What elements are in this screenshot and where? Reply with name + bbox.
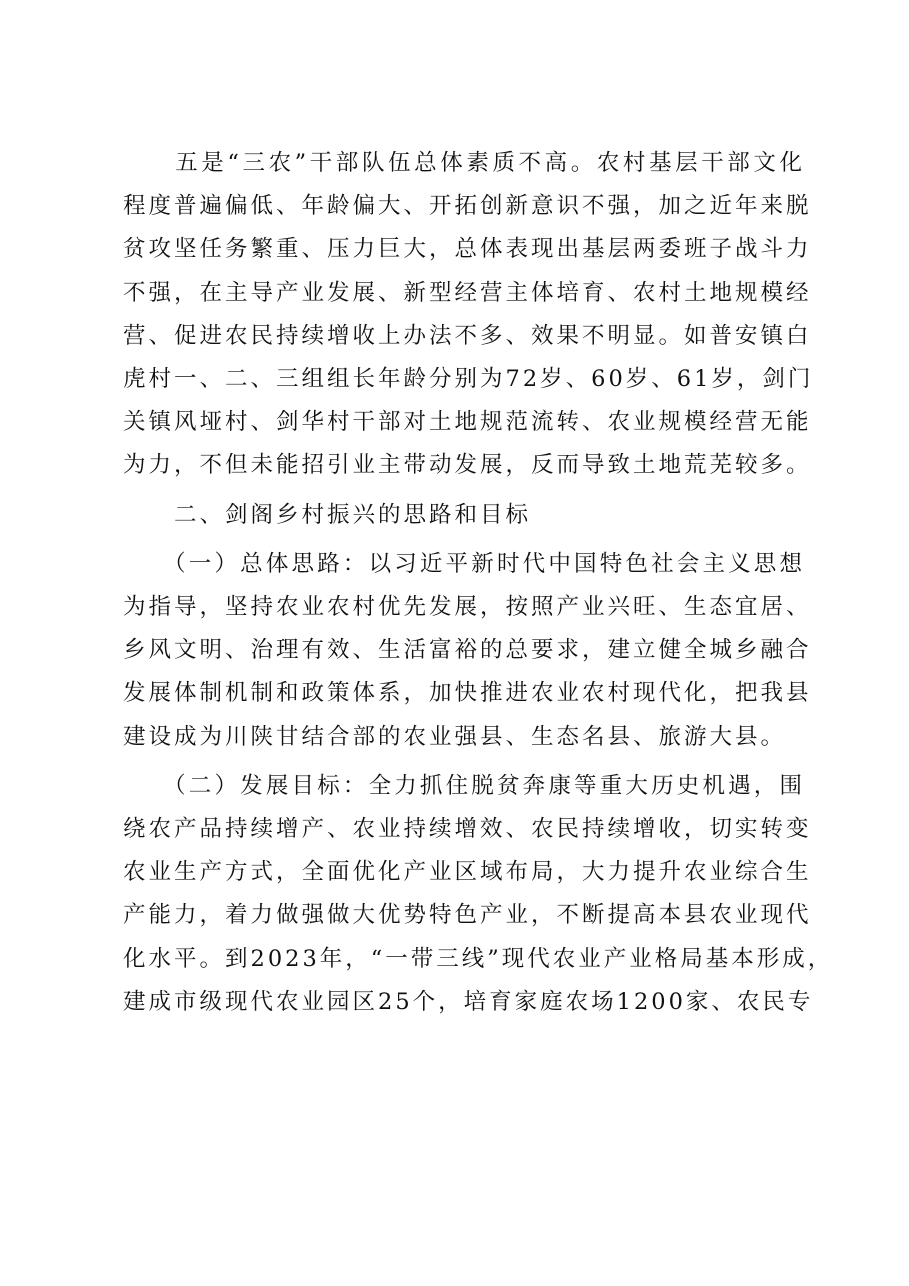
text-line: （一）总体思路：以习近平新时代中国特色社会主义思想 [123, 550, 805, 577]
text-line: 建成市级现代农业园区25个，培育家庭农场1200家、农民专 [123, 988, 814, 1015]
text-line: 农业生产方式，全面优化产业区域布局，大力提升农业综合生 [123, 859, 812, 886]
text-line: 发展体制机制和政策体系，加快推进农业农村现代化，把我县 [123, 680, 812, 707]
text-line: 关镇风垭村、剑华村干部对土地规范流转、农业规模经营无能 [123, 409, 812, 436]
text-line: 五是“三农”干部队伍总体素质不高。农村基层干部文化 [123, 150, 805, 176]
text-line: 乡风文明、治理有效、生活富裕的总要求，建立健全城乡融合 [123, 637, 812, 664]
text-line: 虎村一、二、三组组长年龄分别为72岁、60岁、61岁，剑门 [123, 366, 814, 393]
text-line: （二）发展目标：全力抓住脱贫奔康等重大历史机遇，围 [123, 772, 805, 799]
text-line: 产能力，着力做强做大优势特色产业，不断提高本县农业现代 [123, 902, 812, 929]
text-line: 绕农产品持续增产、农业持续增效、农民持续增收，切实转变 [123, 816, 812, 843]
heading-line: 二、剑阁乡村振兴的思路和目标 [123, 501, 532, 528]
text-line: 不强，在主导产业发展、新型经营主体培育、农村土地规模经 [123, 279, 812, 306]
text-line: 程度普遍偏低、年龄偏大、开拓创新意识不强，加之近年来脱 [123, 193, 812, 220]
document-body [123, 142, 834, 1030]
text-line: 化水平。到2023年，“一带三线”现代农业产业格局基本形成， [123, 945, 834, 972]
paragraph-cadre-quality [123, 142, 814, 488]
paragraph-overall-approach [123, 543, 812, 759]
text-line: 营、促进农民持续增收上办法不多、效果不明显。如普安镇白 [123, 322, 812, 349]
text-line: 为力，不但未能招引业主带动发展，反而导致土地荒芜较多。 [123, 452, 812, 479]
paragraph-development-goals [123, 765, 834, 1024]
section-heading [123, 494, 805, 537]
text-line: 建设成为川陕甘结合部的农业强县、生态名县、旅游大县。 [123, 723, 787, 750]
text-line: 贫攻坚任务繁重、压力巨大，总体表现出基层两委班子战斗力 [123, 236, 812, 263]
text-line: 为指导，坚持农业农村优先发展，按照产业兴旺、生态宜居、 [123, 594, 812, 621]
